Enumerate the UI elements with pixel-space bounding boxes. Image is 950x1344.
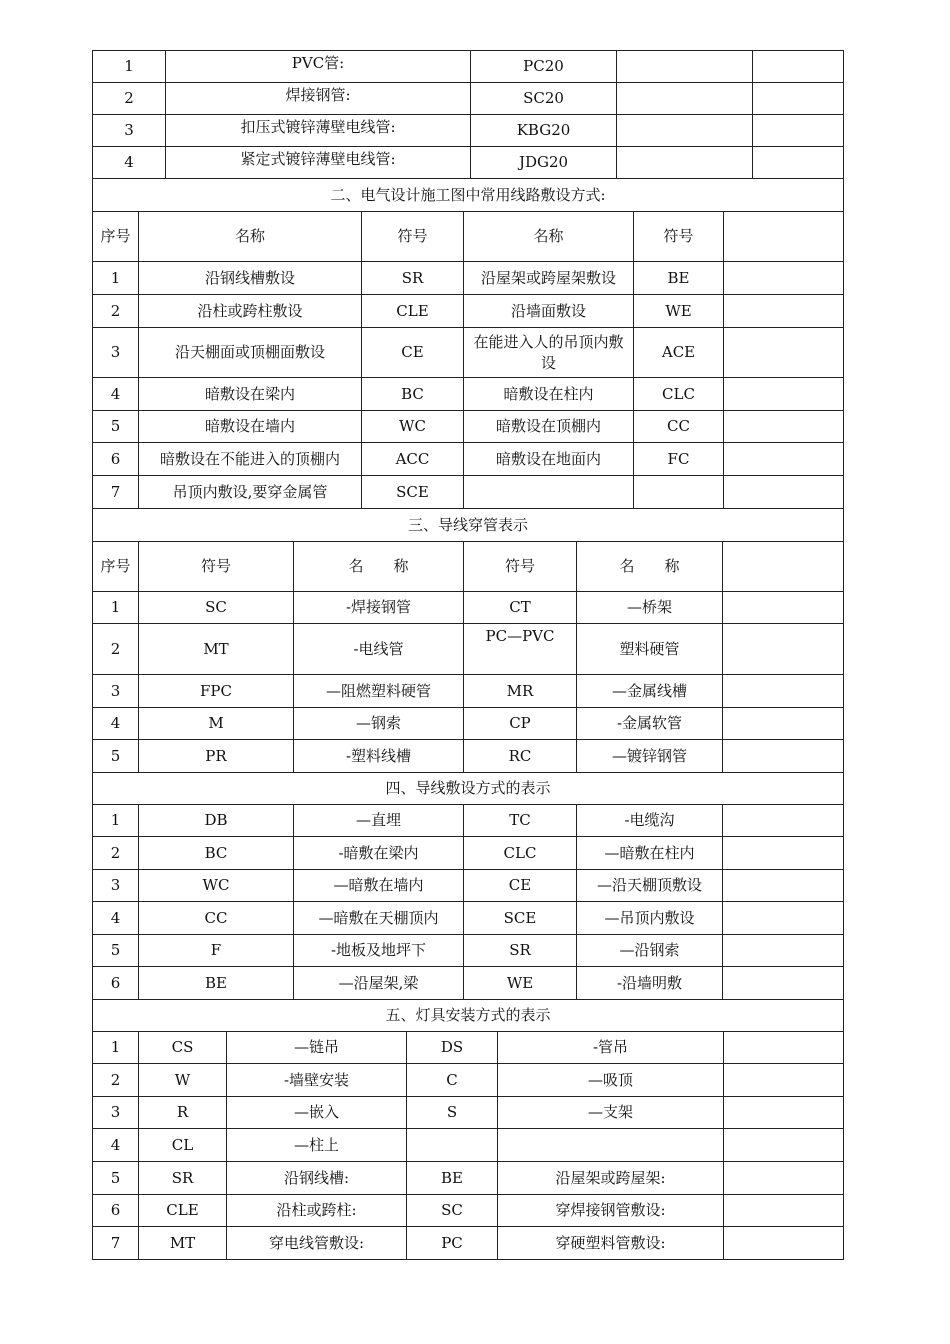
empty-cell: [753, 51, 844, 83]
laying-symbol: SR: [464, 935, 577, 967]
empty-cell: [617, 51, 753, 83]
method-name: 沿墙面敷设: [464, 295, 634, 328]
mounting-name: 沿屋架或跨屋架:: [498, 1162, 724, 1195]
mounting-symbol: PC: [407, 1227, 498, 1260]
empty-cell: [617, 115, 753, 147]
row-number: 7: [93, 1227, 139, 1260]
table-row: [93, 295, 844, 328]
conduit-symbol: MT: [139, 624, 294, 675]
table-row: [93, 328, 844, 378]
mounting-symbol: BE: [407, 1162, 498, 1195]
row-number: 5: [93, 411, 139, 443]
empty-cell: [724, 378, 844, 411]
method-symbol: FC: [634, 443, 724, 476]
empty-cell: [723, 837, 844, 870]
empty-cell: [724, 1129, 844, 1162]
empty-cell: [723, 542, 844, 592]
header-name: 名称: [139, 212, 362, 262]
mounting-name: -管吊: [498, 1032, 724, 1064]
conduit-symbol: SC: [139, 592, 294, 624]
method-symbol: CLC: [634, 378, 724, 411]
empty-cell: [724, 443, 844, 476]
conduit-name: -金属软管: [577, 708, 723, 740]
empty-cell: [753, 115, 844, 147]
table-row: [93, 1129, 844, 1162]
mounting-name: 穿焊接钢管敷设:: [498, 1195, 724, 1227]
table-row: [93, 870, 844, 902]
empty-cell: [723, 675, 844, 708]
section4-title: 四、导线敷设方式的表示: [93, 773, 844, 805]
empty-cell: [724, 1227, 844, 1260]
row-number: 2: [93, 295, 139, 328]
row-number: 5: [93, 740, 139, 773]
mounting-symbol: DS: [407, 1032, 498, 1064]
mounting-symbol: CS: [139, 1032, 227, 1064]
empty-cell: [753, 147, 844, 179]
row-number: 4: [93, 147, 166, 179]
row-number: 1: [93, 1032, 139, 1064]
pipe-symbol: PC20: [471, 51, 617, 83]
table-row: [93, 1195, 844, 1227]
header-name: 名称: [464, 212, 634, 262]
row-number: 1: [93, 805, 139, 837]
table-row: [93, 83, 844, 115]
header-symbol: 符号: [634, 212, 724, 262]
row-number: 1: [93, 592, 139, 624]
header-symbol: 符号: [362, 212, 464, 262]
laying-name: —沿天棚顶敷设: [577, 870, 723, 902]
method-symbol: CE: [362, 328, 464, 378]
method-symbol: SCE: [362, 476, 464, 509]
mounting-name: -墙壁安装: [227, 1064, 407, 1097]
section5-title: 五、灯具安装方式的表示: [93, 1000, 844, 1032]
section3-title: 三、导线穿管表示: [93, 509, 844, 542]
laying-symbol: CLC: [464, 837, 577, 870]
laying-name: —暗敷在天棚顶内: [294, 902, 464, 935]
row-number: 3: [93, 675, 139, 708]
conduit-symbol: RC: [464, 740, 577, 773]
row-number: 2: [93, 83, 166, 115]
row-number: 6: [93, 967, 139, 1000]
method-name: [464, 476, 634, 509]
mounting-name: 穿电线管敷设:: [227, 1227, 407, 1260]
table-row: [93, 1162, 844, 1195]
method-symbol: ACE: [634, 328, 724, 378]
pipe-symbol: JDG20: [471, 147, 617, 179]
table-row: [93, 443, 844, 476]
conduit-name: —金属线槽: [577, 675, 723, 708]
method-name: 暗敷设在梁内: [139, 378, 362, 411]
row-number: 6: [93, 1195, 139, 1227]
mounting-symbol: MT: [139, 1227, 227, 1260]
empty-cell: [723, 935, 844, 967]
empty-cell: [724, 1064, 844, 1097]
table-row: [93, 902, 844, 935]
table-row: [93, 708, 844, 740]
laying-name: —沿屋架,梁: [294, 967, 464, 1000]
pipe-table: [92, 50, 844, 179]
laying-name: -沿墙明敷: [577, 967, 723, 1000]
conduit-symbol: PC—PVC: [464, 624, 577, 675]
row-number: 1: [93, 262, 139, 295]
row-number: 5: [93, 1162, 139, 1195]
pipe-symbol: SC20: [471, 83, 617, 115]
laying-symbol: CC: [139, 902, 294, 935]
conduit-name: —镀锌钢管: [577, 740, 723, 773]
header-no: 序号: [93, 542, 139, 592]
mounting-symbol: CL: [139, 1129, 227, 1162]
empty-cell: [724, 262, 844, 295]
table-row: [93, 675, 844, 708]
conduit-name: -塑料线槽: [294, 740, 464, 773]
laying-symbol: SCE: [464, 902, 577, 935]
laying-name: —暗敷在柱内: [577, 837, 723, 870]
row-number: 5: [93, 935, 139, 967]
conduit-name: -焊接钢管: [294, 592, 464, 624]
mounting-symbol: [407, 1129, 498, 1162]
empty-cell: [724, 411, 844, 443]
method-name: 暗敷设在墙内: [139, 411, 362, 443]
table-row: [93, 935, 844, 967]
conduit-symbol: CP: [464, 708, 577, 740]
pipe-name: 紧定式镀锌薄壁电线管:: [166, 147, 471, 179]
mounting-name: [498, 1129, 724, 1162]
mounting-symbol: C: [407, 1064, 498, 1097]
section5-table: [92, 999, 844, 1260]
method-symbol: WE: [634, 295, 724, 328]
pipe-name: 扣压式镀锌薄壁电线管:: [166, 115, 471, 147]
table-row: [93, 740, 844, 773]
header-no: 序号: [93, 212, 139, 262]
method-symbol: BE: [634, 262, 724, 295]
method-symbol: CC: [634, 411, 724, 443]
empty-cell: [723, 740, 844, 773]
conduit-name: 塑料硬管: [577, 624, 723, 675]
laying-symbol: TC: [464, 805, 577, 837]
row-number: 4: [93, 708, 139, 740]
pipe-symbol: KBG20: [471, 115, 617, 147]
laying-name: —沿钢索: [577, 935, 723, 967]
mounting-name: —嵌入: [227, 1097, 407, 1129]
method-symbol: ACC: [362, 443, 464, 476]
conduit-name: -电线管: [294, 624, 464, 675]
section2-title: 二、电气设计施工图中常用线路敷设方式:: [93, 179, 844, 212]
conduit-name: —桥架: [577, 592, 723, 624]
mounting-name: 沿钢线槽:: [227, 1162, 407, 1195]
empty-cell: [724, 1162, 844, 1195]
table-row: [93, 476, 844, 509]
row-number: 4: [93, 902, 139, 935]
empty-cell: [723, 902, 844, 935]
table-row: [93, 837, 844, 870]
laying-name: -暗敷在梁内: [294, 837, 464, 870]
table-row: [93, 624, 844, 675]
section3-4-table: [92, 508, 844, 1000]
table-row: [93, 147, 844, 179]
laying-symbol: WE: [464, 967, 577, 1000]
mounting-name: —支架: [498, 1097, 724, 1129]
mounting-name: —吸顶: [498, 1064, 724, 1097]
table-row: [93, 592, 844, 624]
method-name: 暗敷设在顶棚内: [464, 411, 634, 443]
laying-name: -电缆沟: [577, 805, 723, 837]
row-number: 4: [93, 1129, 139, 1162]
mounting-symbol: R: [139, 1097, 227, 1129]
empty-cell: [724, 295, 844, 328]
row-number: 2: [93, 624, 139, 675]
empty-cell: [724, 476, 844, 509]
method-symbol: CLE: [362, 295, 464, 328]
empty-cell: [723, 805, 844, 837]
method-name: 沿柱或跨柱敷设: [139, 295, 362, 328]
empty-cell: [617, 83, 753, 115]
table-row: [93, 115, 844, 147]
method-name: 沿天棚面或顶棚面敷设: [139, 328, 362, 378]
empty-cell: [724, 212, 844, 262]
laying-name: -地板及地坪下: [294, 935, 464, 967]
method-name: 暗敷设在不能进入的顶棚内: [139, 443, 362, 476]
laying-name: —暗敷在墙内: [294, 870, 464, 902]
mounting-name: —链吊: [227, 1032, 407, 1064]
method-symbol: [634, 476, 724, 509]
section2-table: [92, 178, 844, 509]
row-number: 6: [93, 443, 139, 476]
header-name: 名 称: [577, 542, 723, 592]
empty-cell: [723, 624, 844, 675]
row-number: 4: [93, 378, 139, 411]
table-row: [93, 1064, 844, 1097]
pipe-name: 焊接钢管:: [166, 83, 471, 115]
pipe-name: PVC管:: [166, 51, 471, 83]
row-number: 3: [93, 115, 166, 147]
mounting-name: 沿柱或跨柱:: [227, 1195, 407, 1227]
method-symbol: WC: [362, 411, 464, 443]
header-symbol: 符号: [464, 542, 577, 592]
mounting-name: —柱上: [227, 1129, 407, 1162]
method-name: 沿屋架或跨屋架敷设: [464, 262, 634, 295]
method-name: 在能进入人的吊顶内敷设: [464, 328, 634, 378]
table-row: [93, 1097, 844, 1129]
laying-symbol: CE: [464, 870, 577, 902]
empty-cell: [723, 708, 844, 740]
row-number: 2: [93, 837, 139, 870]
empty-cell: [723, 967, 844, 1000]
row-number: 2: [93, 1064, 139, 1097]
method-symbol: SR: [362, 262, 464, 295]
conduit-symbol: M: [139, 708, 294, 740]
empty-cell: [724, 1032, 844, 1064]
header-symbol: 符号: [139, 542, 294, 592]
table-row: [93, 1032, 844, 1064]
empty-cell: [724, 1195, 844, 1227]
empty-cell: [724, 328, 844, 378]
table-row: [93, 1227, 844, 1260]
method-name: 暗敷设在柱内: [464, 378, 634, 411]
header-name: 名 称: [294, 542, 464, 592]
laying-symbol: WC: [139, 870, 294, 902]
conduit-name: —钢索: [294, 708, 464, 740]
method-symbol: BC: [362, 378, 464, 411]
conduit-symbol: CT: [464, 592, 577, 624]
table-row: [93, 805, 844, 837]
method-name: 吊顶内敷设,要穿金属管: [139, 476, 362, 509]
laying-symbol: F: [139, 935, 294, 967]
empty-cell: [724, 1097, 844, 1129]
laying-symbol: BE: [139, 967, 294, 1000]
mounting-symbol: S: [407, 1097, 498, 1129]
table-row: [93, 411, 844, 443]
mounting-symbol: SC: [407, 1195, 498, 1227]
method-name: 暗敷设在地面内: [464, 443, 634, 476]
row-number: 7: [93, 476, 139, 509]
method-name: 沿钢线槽敷设: [139, 262, 362, 295]
table-row: [93, 51, 844, 83]
laying-symbol: DB: [139, 805, 294, 837]
conduit-symbol: PR: [139, 740, 294, 773]
conduit-name: —阻燃塑料硬管: [294, 675, 464, 708]
mounting-symbol: W: [139, 1064, 227, 1097]
empty-cell: [617, 147, 753, 179]
mounting-symbol: SR: [139, 1162, 227, 1195]
table-row: [93, 378, 844, 411]
laying-name: —吊顶内敷设: [577, 902, 723, 935]
table-row: [93, 262, 844, 295]
mounting-symbol: CLE: [139, 1195, 227, 1227]
laying-name: —直埋: [294, 805, 464, 837]
conduit-symbol: FPC: [139, 675, 294, 708]
conduit-symbol: MR: [464, 675, 577, 708]
empty-cell: [723, 592, 844, 624]
empty-cell: [753, 83, 844, 115]
mounting-name: 穿硬塑料管敷设:: [498, 1227, 724, 1260]
row-number: 3: [93, 328, 139, 378]
row-number: 3: [93, 1097, 139, 1129]
empty-cell: [723, 870, 844, 902]
row-number: 3: [93, 870, 139, 902]
table-row: [93, 967, 844, 1000]
row-number: 1: [93, 51, 166, 83]
document-sheet: [92, 50, 843, 1260]
laying-symbol: BC: [139, 837, 294, 870]
